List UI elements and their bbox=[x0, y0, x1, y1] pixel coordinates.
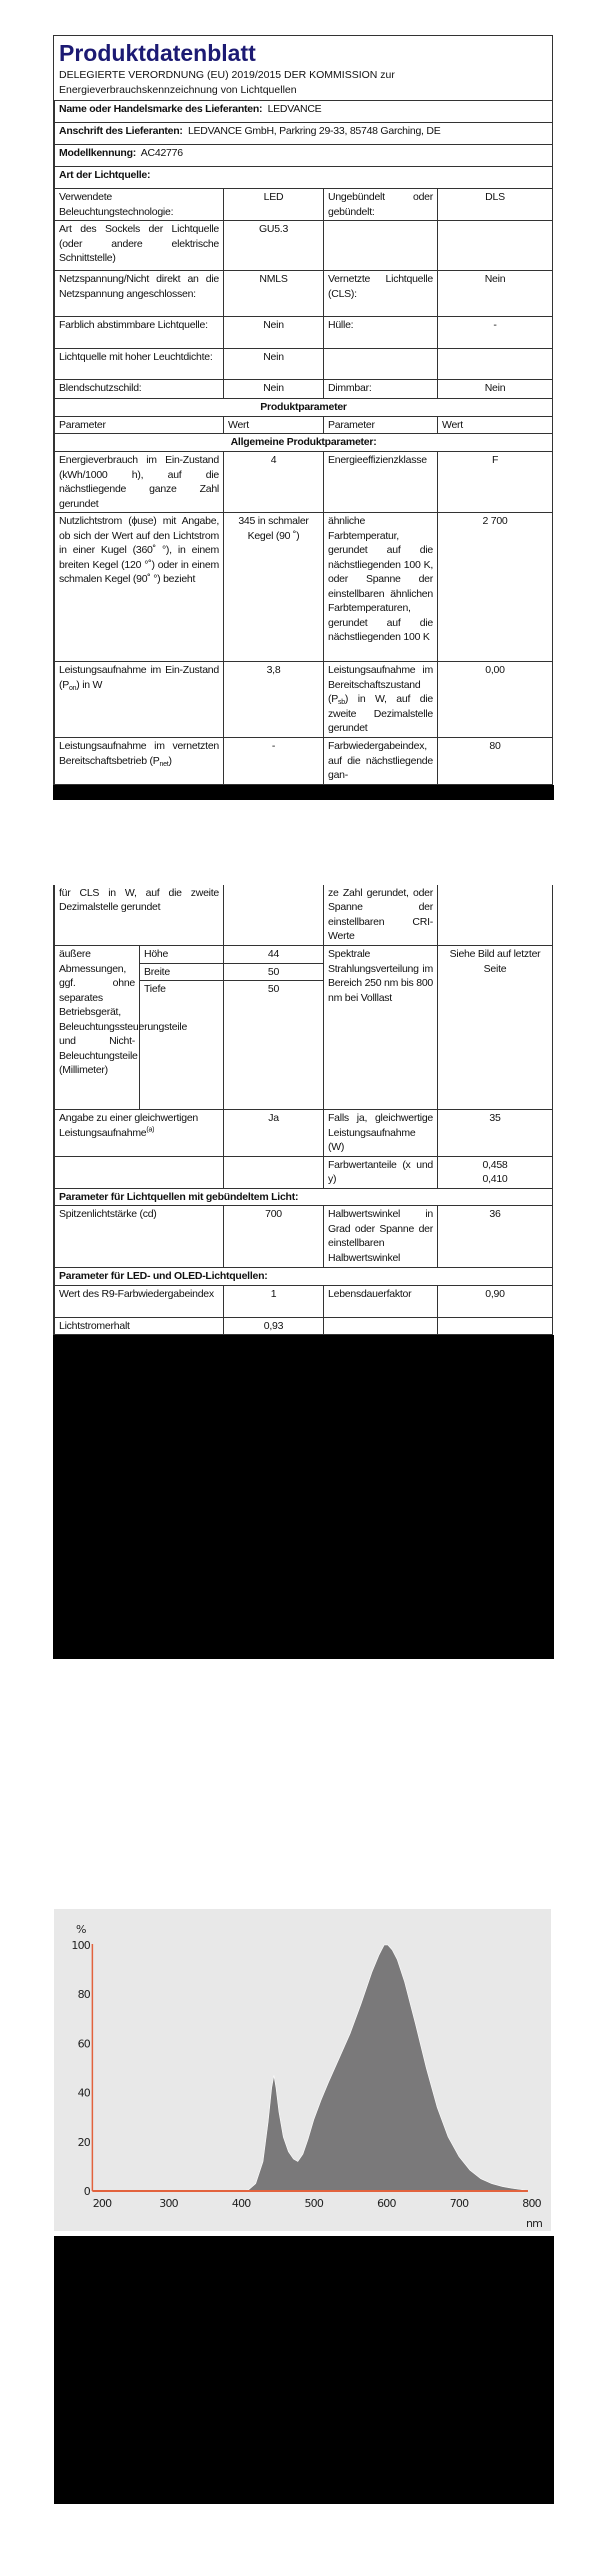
cell: für CLS in W, auf die zweite Dezimalstelle gerundet bbox=[55, 885, 224, 946]
cell: ähnliche Farbtemperatur, gerundet auf die nächstliegenden 100 K, oder Spanne der einstellbaren ähnlichen Farbtemperaturen, gerundet auf die nächstliegenden 100 K bbox=[324, 513, 438, 662]
cell-value: Ja bbox=[224, 1110, 324, 1157]
cell bbox=[324, 662, 438, 738]
light-source-type-header: Art der Lichtquelle: bbox=[55, 167, 553, 189]
supplier-address: LEDVANCE GmbH, Parkring 29-33, 85748 Garching, DE bbox=[187, 125, 441, 137]
table-row bbox=[55, 513, 553, 662]
cell bbox=[55, 662, 224, 738]
cell: Verwendete Beleuchtungstechnologie: bbox=[55, 189, 224, 221]
cell: Dimmbar: bbox=[324, 380, 438, 399]
cell: Blendschutzschild: bbox=[55, 380, 224, 399]
column-header-row bbox=[55, 416, 553, 434]
cell: Höhe bbox=[140, 946, 224, 964]
supplier-address-label: Anschrift des Lieferanten: bbox=[59, 125, 183, 137]
cell: Hülle: bbox=[324, 317, 438, 349]
text: ) in W bbox=[76, 678, 103, 691]
spectrum-area bbox=[92, 1945, 528, 2191]
cell-value: Nein bbox=[224, 317, 324, 349]
footnote-marker: (a) bbox=[146, 1126, 155, 1133]
column-header-value: Wert bbox=[438, 416, 553, 434]
supplier-name: LEDVANCE bbox=[267, 103, 322, 115]
spectrum-svg bbox=[54, 1909, 551, 2231]
model-row bbox=[55, 145, 553, 167]
cell-value: 35 bbox=[438, 1110, 553, 1157]
cell-value: Nein bbox=[438, 271, 553, 317]
cell: Spektrale Strahlungsverteilung im Bereich 250 nm bis 800 nm bei Volllast bbox=[324, 946, 438, 1110]
subscript: sb bbox=[338, 699, 345, 706]
x-tick-labels bbox=[93, 2197, 542, 2210]
cell-value: 44 bbox=[224, 946, 324, 964]
cell-value: Nein bbox=[224, 349, 324, 380]
column-header-parameter: Parameter bbox=[55, 416, 224, 434]
table-row bbox=[55, 946, 553, 964]
x-tick-label: 700 bbox=[449, 2197, 469, 2210]
text: Leistungsaufnahme im Bereitschaftszustand (P bbox=[328, 664, 433, 705]
cell bbox=[55, 1156, 224, 1188]
x-tick-label: 500 bbox=[304, 2197, 324, 2210]
cell: Farblich abstimmbare Lichtquelle: bbox=[55, 317, 224, 349]
table-row bbox=[55, 738, 553, 785]
table-row bbox=[55, 271, 553, 317]
cell: Falls ja, gleichwertige Leistungsaufnahme (W) bbox=[324, 1110, 438, 1157]
x-tick-label: 800 bbox=[522, 2197, 541, 2210]
cell: Lichtstromerhalt bbox=[55, 1317, 224, 1335]
cell-value: 345 in schmaler Kegel (90 ˚) bbox=[224, 513, 324, 662]
table-row bbox=[55, 1285, 553, 1317]
text: Angabe zu einer gleichwertigen Leistungsaufnahme bbox=[59, 1112, 199, 1139]
datasheet-table-1 bbox=[54, 100, 553, 785]
y-tick-labels bbox=[71, 1939, 90, 2198]
y-tick-label: 80 bbox=[77, 1988, 90, 2002]
table-row bbox=[55, 1206, 553, 1268]
cell bbox=[324, 221, 438, 271]
cell-value: 50 bbox=[224, 981, 324, 1110]
cell: Nutzlichtstrom (ϕuse) mit Angabe, ob sich der Wert auf den Lichtstrom in einer Kugel (360˚ °), in einem breiten Kegel (120 °˚) oder in einem schmalen Kegel (90˚ °) bezieht bbox=[55, 513, 224, 662]
cell-value bbox=[438, 1156, 553, 1188]
cell: Art des Sockels der Lichtquelle (oder andere elektrische Schnittstelle) bbox=[55, 221, 224, 271]
cell bbox=[55, 738, 224, 785]
cell: Lichtquelle mit hoher Leuchtdichte: bbox=[55, 349, 224, 380]
table-row bbox=[55, 662, 553, 738]
y-tick-label: 100 bbox=[71, 1939, 90, 1952]
page-gap bbox=[53, 1659, 554, 1909]
regulation-subtitle bbox=[54, 68, 552, 100]
column-header-value: Wert bbox=[224, 416, 324, 434]
cell: Energieeffizienzklasse bbox=[324, 452, 438, 513]
cell-value: Nein bbox=[438, 380, 553, 399]
cell-value: Nein bbox=[224, 380, 324, 399]
supplier-name-row bbox=[55, 101, 553, 123]
cell-value: 2 700 bbox=[438, 513, 553, 662]
cell-value: 0,90 bbox=[438, 1285, 553, 1317]
datasheet-page-2 bbox=[53, 885, 553, 1336]
x-tick-label: 200 bbox=[92, 2197, 112, 2210]
y-tick-label: 20 bbox=[77, 2135, 90, 2149]
cell-value: 3,8 bbox=[224, 662, 324, 738]
table-row bbox=[55, 189, 553, 221]
cell-value: 4 bbox=[224, 452, 324, 513]
cell-value: 700 bbox=[224, 1206, 324, 1268]
model-id: AC42776 bbox=[140, 147, 183, 159]
table-row bbox=[55, 1156, 553, 1188]
cell-value: 1 bbox=[224, 1285, 324, 1317]
cell: Netzspannung/Nicht direkt an die Netzspannung angeschlossen: bbox=[55, 271, 224, 317]
cell: Farbwiedergabeindex, auf die nächstliegende gan- bbox=[324, 738, 438, 785]
cell: Tiefe bbox=[140, 981, 224, 1110]
cell-value: Siehe Bild auf letzter Seite bbox=[438, 946, 553, 1110]
chromaticity-x: 0,458 bbox=[482, 1158, 508, 1171]
subscript: on bbox=[69, 684, 77, 692]
cell: Farbwertanteile (x und y) bbox=[324, 1156, 438, 1188]
subtitle-line-1: DELEGIERTE VERORDNUNG (EU) 2019/2015 DER KOMMISSION zur bbox=[59, 69, 395, 81]
subtitle-line-2: Energieverbrauchskennzeichnung von Lichtquellen bbox=[59, 83, 297, 96]
text: ) in W, auf die zweite Dezimalstelle gerundet bbox=[328, 693, 433, 734]
y-tick-label: 40 bbox=[77, 2086, 90, 2100]
table-row bbox=[55, 1110, 553, 1157]
redacted-area bbox=[54, 2236, 554, 2504]
cell: Energieverbrauch im Ein-Zustand (kWh/1000 h), auf die nächstliegende ganze Zahl gerundet bbox=[55, 452, 224, 513]
text: ) bbox=[168, 754, 172, 767]
product-parameters-header: Produktparameter bbox=[55, 399, 553, 417]
cell bbox=[55, 1110, 224, 1157]
cell: Spitzenlichtstärke (cd) bbox=[55, 1206, 224, 1268]
cell bbox=[324, 1317, 438, 1335]
cell-value: 80 bbox=[438, 738, 553, 785]
cell: Ungebündelt oder gebündelt: bbox=[324, 189, 438, 221]
cell bbox=[324, 349, 438, 380]
cell-value: - bbox=[438, 317, 553, 349]
cell-value: 50 bbox=[224, 963, 324, 981]
cell-value: NMLS bbox=[224, 271, 324, 317]
document-flow bbox=[53, 35, 554, 2504]
cell: Wert des R9-Farbwiedergabeindex bbox=[55, 1285, 224, 1317]
table-row bbox=[55, 452, 553, 513]
cell-value bbox=[224, 885, 324, 946]
x-tick-label: 600 bbox=[377, 2197, 396, 2210]
subscript: net bbox=[159, 760, 169, 768]
cell-value: LED bbox=[224, 189, 324, 221]
table-row bbox=[55, 885, 553, 946]
supplier-address-row bbox=[55, 123, 553, 145]
cell-value: - bbox=[224, 738, 324, 785]
x-axis-label: nm bbox=[526, 2217, 543, 2230]
model-label: Modellkennung: bbox=[59, 147, 136, 159]
cell-value: GU5.3 bbox=[224, 221, 324, 271]
table-row bbox=[55, 317, 553, 349]
y-tick-label: 60 bbox=[77, 2037, 90, 2051]
cell-value: 0,93 bbox=[224, 1317, 324, 1335]
datasheet-page-1 bbox=[53, 35, 553, 785]
cell: Halbwertswinkel in Grad oder Spanne der einstellbaren Halbwertswinkel bbox=[324, 1206, 438, 1268]
cell: Breite bbox=[140, 963, 224, 981]
directional-parameters-header: Parameter für Lichtquellen mit gebündeltem Licht: bbox=[55, 1188, 553, 1206]
supplier-name-label: Name oder Handelsmarke des Lieferanten: bbox=[59, 103, 263, 115]
column-header-parameter: Parameter bbox=[324, 416, 438, 434]
table-row bbox=[55, 221, 553, 271]
text: Leistungsaufnahme im vernetzten Bereitschaftsbetrieb (P bbox=[59, 740, 219, 767]
table-row bbox=[55, 1317, 553, 1335]
chromaticity-y: 0,410 bbox=[482, 1173, 508, 1185]
cell-value bbox=[438, 885, 553, 946]
cell-value: F bbox=[438, 452, 553, 513]
general-parameters-header: Allgemeine Produktparameter: bbox=[55, 434, 553, 452]
cell: Lebensdauerfaktor bbox=[324, 1285, 438, 1317]
page-title: Produktdatenblatt bbox=[59, 40, 256, 66]
datasheet-table-2 bbox=[54, 885, 553, 1336]
table-row bbox=[55, 349, 553, 380]
y-axis-label: % bbox=[76, 1923, 86, 1936]
y-tick-label: 0 bbox=[83, 2185, 90, 2198]
spectral-distribution-chart bbox=[54, 1909, 551, 2231]
led-parameters-header: Parameter für LED- und OLED-Lichtquellen: bbox=[55, 1268, 553, 1286]
redacted-area bbox=[53, 1335, 554, 1659]
x-tick-label: 300 bbox=[159, 2197, 178, 2210]
page-gap bbox=[53, 800, 554, 885]
x-tick-label: 400 bbox=[231, 2197, 251, 2210]
cell-value: 36 bbox=[438, 1206, 553, 1268]
cell: ze Zahl gerundet, oder Spanne der einstellbaren CRI-Werte bbox=[324, 885, 438, 946]
cell-value bbox=[438, 349, 553, 380]
cell-value: 0,00 bbox=[438, 662, 553, 738]
cell-value bbox=[438, 1317, 553, 1335]
table-row bbox=[55, 380, 553, 399]
cell-value bbox=[438, 221, 553, 271]
cell-value bbox=[224, 1156, 324, 1188]
cell: äußere Abmessungen, ggf. ohne separates Betriebsgerät, Beleuchtungssteuerungsteile und Nicht-Beleuchtungsteile (Millimeter) bbox=[55, 946, 140, 1110]
cell: Vernetzte Lichtquelle (CLS): bbox=[324, 271, 438, 317]
redacted-area bbox=[53, 785, 554, 800]
cell-value: DLS bbox=[438, 189, 553, 221]
text: Leistungsaufnahme im Ein-Zustand (P bbox=[59, 664, 219, 691]
